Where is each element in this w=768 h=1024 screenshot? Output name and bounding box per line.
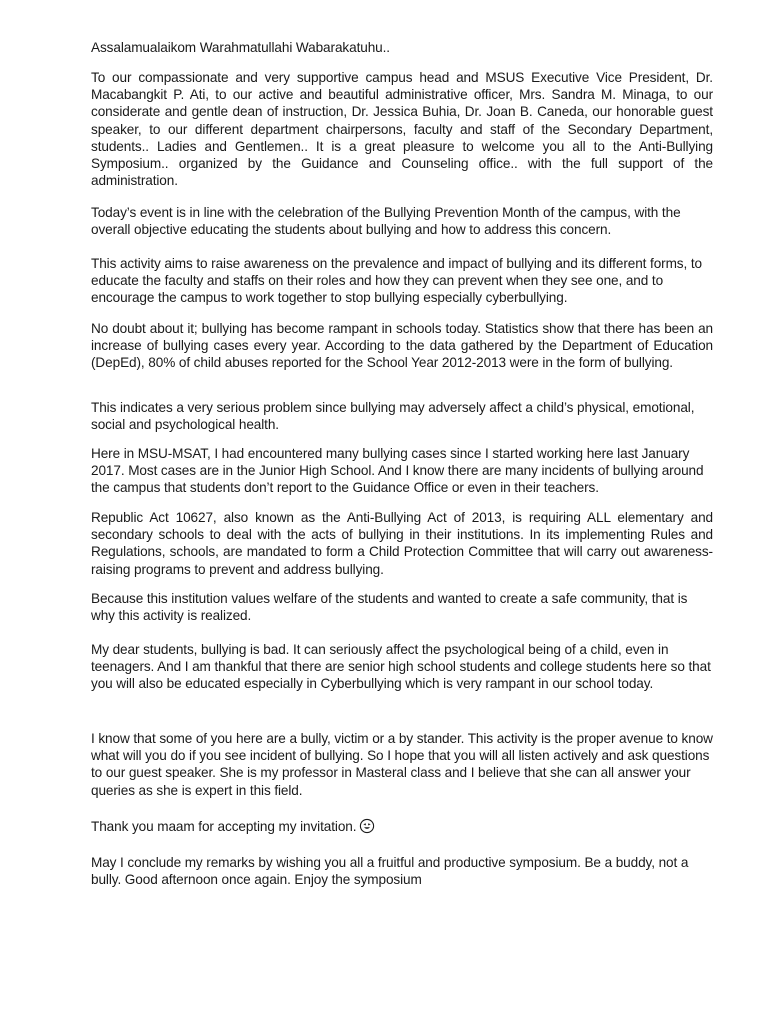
paragraph-10: I know that some of you here are a bully, victim or a by stander. This activity is the proper avenue to know what will you do if you see incident of bullying. So I hope that you will all listen actively and ask questions to our guest speaker. She is my professor in Masteral class and I believe that she can all answer your queries as she is expert in this field.: [91, 731, 713, 798]
thank-you-text: Thank you maam for accepting my invitation.: [91, 819, 357, 834]
paragraph-5: This indicates a very serious problem since bullying may adversely affect a child’s physical, emotional, social and psychological health.: [91, 400, 695, 433]
paragraph-12: May I conclude my remarks by wishing you all a fruitful and productive symposium. Be a buddy, not a bully. Good afternoon once again. Enjoy the symposium: [91, 855, 689, 888]
paragraph-2: Today’s event is in line with the celebration of the Bullying Prevention Month of the campus, with the overall objective educating the students about bullying and how to address this concern.: [91, 205, 681, 238]
paragraph-1: To our compassionate and very supportive campus head and MSUS Executive Vice President, Dr. Macabangkit P. Ati, to our active and beautiful administrative officer, Mrs. Sandra M. Minaga, to our considerate and gentle dean of instruction, Dr. Jessica Buhia, Dr. Joan B. Caneda, our honorable guest speaker, to our different department chairpersons, faculty and staff of the Secondary Department, students.. Ladies and Gentlemen.. It is a great pleasure to welcome you all to the Anti-Bullying Symposium.. organized by the Guidance and Counseling office.. with the full support of the administration.: [91, 70, 713, 189]
paragraph-8: Because this institution values welfare of the students and wanted to create a safe community, that is why this activity is realized.: [91, 591, 688, 624]
paragraph-6: Here in MSU-MSAT, I had encountered many bullying cases since I started working here last January 2017. Most cases are in the Junior High School. And I know there are many incidents of bullying around the campus that students don’t report to the Guidance Office or even in their teachers.: [91, 446, 704, 496]
smiley-face-icon: [359, 818, 375, 838]
greeting: Assalamualaikom Warahmatullahi Wabarakatuhu..: [91, 40, 390, 55]
paragraph-3: This activity aims to raise awareness on the prevalence and impact of bullying and its different forms, to educate the faculty and staffs on their roles and how they can prevent when they see one, and to encourage the campus to work together to stop bullying especially cyberbullying.: [91, 256, 702, 306]
paragraph-11: [91, 818, 713, 838]
paragraph-4: No doubt about it; bullying has become rampant in schools today. Statistics show that there has been an increase of bullying cases every year. According to the data gathered by the Department of Education (DepEd), 80% of child abuses reported for the School Year 2012-2013 were in the form of bullying.: [91, 321, 713, 371]
paragraph-7: Republic Act 10627, also known as the Anti-Bullying Act of 2013, is requiring ALL elementary and secondary schools to deal with the acts of bullying in their institutions. In its implementing Rules and Regulations, schools, are mandated to form a Child Protection Committee that will carry out awareness-raising programs to prevent and address bullying.: [91, 510, 713, 577]
paragraph-9: My dear students, bullying is bad. It can seriously affect the psychological being of a child, even in teenagers. And I am thankful that there are senior high school students and college students here so that you will also be educated especially in Cyberbullying which is very rampant in our school today.: [91, 642, 711, 692]
